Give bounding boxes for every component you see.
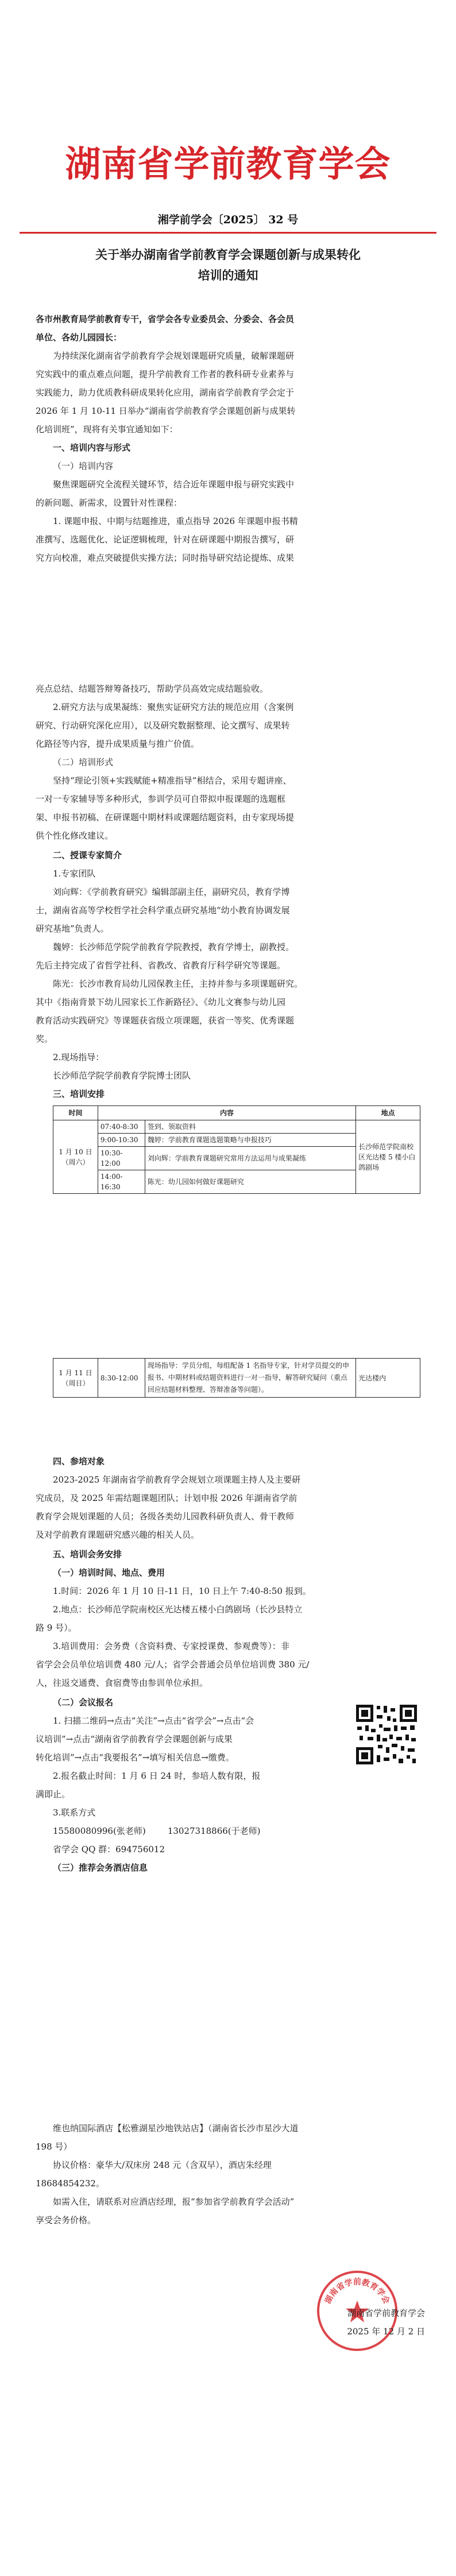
text-line: 坚持“理论引领+实践赋能+精准指导”相结合，采用专题讲座、 (53, 775, 292, 786)
table-cell-content: 刘向辉：学前教育课题研究常用方法运用与成果凝练 (145, 1147, 355, 1170)
text-line: 研究、行动研究深化应用），以及研究数据整理、论文撰写、成果转 (36, 720, 290, 731)
text-line: 2.研究方法与成果凝练：聚焦实证研究方法的规范应用（含案例 (53, 702, 294, 712)
text-line: 教育学会规划课题的人员；各级各类幼儿园教科研负责人、骨干教师 (36, 1511, 295, 1522)
text-line: 的新问题、新需求，设置针对性课程： (36, 498, 183, 508)
table-cell-time: 14:00-16:30 (98, 1170, 145, 1194)
table-cell-content: 魏婷：学前教育课题选题策略与申报技巧 (145, 1134, 355, 1147)
notice-title-line: 培训的通知 (198, 268, 258, 282)
signup-text (36, 1712, 340, 1803)
text-line: 满即止。 (36, 1789, 71, 1799)
table-cell-time: 8:30-12:00 (98, 1359, 145, 1398)
table-header-cell: 地点 (356, 1106, 420, 1120)
text-line: 聚焦课题研究全流程关键环节，结合近年课题申报与研究实践中 (53, 479, 295, 490)
text-line: 18684854232。 (36, 2178, 105, 2189)
text-line: 奖。 (36, 1034, 53, 1044)
text-line: 一对一专家辅导等多种形式，参训学员可自带拟申报课题的选题框 (36, 794, 286, 804)
hotel-info (36, 2119, 419, 2229)
subsection-heading: （一）培训时间、地点、费用 (53, 1568, 165, 1578)
text-line: 协议价格：豪华大/双床房 248 元（含双早），酒店朱经理 (53, 2160, 272, 2170)
text-line: 其中《指南背景下幼儿园家长工作新路径》、《幼儿文赛参与幼儿园 (36, 997, 286, 1007)
subsection-heading: 2.现场指导： (53, 1052, 105, 1062)
notice-title-line: 关于举办湖南省学前教育学会课题创新与成果转化 (95, 247, 361, 262)
table-cell-content: 陈光：幼儿园如何做好课题研究 (145, 1170, 355, 1194)
text-line: 士，湖南省高等学校哲学社会科学重点研究基地“幼小教育协调发展 (36, 905, 290, 915)
text-line: 1. 扫描二维码→点击“关注”→点击“省学会”→点击“会 (53, 1716, 254, 1726)
training-content-text (36, 475, 419, 567)
addressee-line: 单位、各幼儿园园长： (36, 332, 122, 343)
text-line: 人，往返交通费、食宿费等由参训单位承担。 (36, 1678, 208, 1688)
text-line: 省学会会员单位培训费 480 元/人；省学会普通会员单位培训费 380 元/ (36, 1659, 310, 1670)
notice-title (34, 245, 422, 286)
subsection-heading: （一）培训内容 (53, 461, 114, 471)
participants-text (36, 1471, 419, 1544)
text-line: 转化培训”→点击“我要报名”→填写相关信息→缴费。 (36, 1752, 234, 1763)
subsection-heading: （二）培训形式 (53, 757, 114, 767)
table-cell-date: 1 月 11 日（周日） (53, 1359, 98, 1398)
document-number: 湘学前学会〔2025〕 32 号 (157, 214, 299, 226)
text-line: 准撰写、选题优化、论证逻辑梳理，针对在研课题中期报告撰写，研 (36, 534, 295, 545)
table-cell-time: 10:30-12:00 (98, 1147, 145, 1170)
text-line: 及对学前教育课题研究感兴趣的相关人员。 (36, 1530, 200, 1540)
text-line: 1.时间：2026 年 1 月 10 日-11 日，10 日上午 7:40-8:50 报到。 (53, 1586, 311, 1596)
text-line: 2.报名截止时间：1 月 6 日 24 时，参培人数有限，报 (53, 1771, 261, 1781)
onsite-guidance-text: 长沙师范学院学前教育学院博士团队 (53, 1070, 191, 1081)
text-line: 供个性化修改建议。 (36, 831, 114, 841)
qq-group: 省学会 QQ 群：694756012 (53, 1844, 165, 1855)
text-line: 享受会务价格。 (36, 2215, 96, 2225)
table-cell-date: 1 月 10 日（周六） (53, 1120, 98, 1194)
table-row (53, 1120, 420, 1134)
text-line: 2023-2025 年湖南省学前教育学会规划立项课题主持人及主要研 (53, 1475, 301, 1485)
text-line: 实践能力，助力优质教科研成果转化应用，湖南省学前教育学会定于 (36, 387, 295, 398)
header-divider (20, 232, 436, 234)
text-line: 先后主持完成了省哲学社科、省教改、省教育厅科学研究等课题。 (36, 960, 286, 971)
text-line: 究方向校准，难点突破提供实操方法；同时指导研究结论提炼、成果 (36, 553, 295, 563)
table-cell-time: 07:40-8:30 (98, 1120, 145, 1134)
text-line: 究成员，及 2025 年需结题课题团队；计划申报 2026 年湖南省学前 (36, 1493, 297, 1503)
contact-phones: 15580080996(张老师) 13027318866(于老师) (53, 1826, 261, 1836)
table-cell-place: 光达楼内 (356, 1359, 420, 1398)
subsection-heading: （三）推荐会务酒店信息 (53, 1863, 148, 1873)
section-heading: 五、培训会务安排 (53, 1549, 122, 1559)
section-heading: 四、参培对象 (53, 1456, 105, 1467)
schedule-table-day1 (53, 1105, 420, 1194)
subsection-heading: 1.专家团队 (53, 868, 96, 879)
signer: 湖南省学前教育学会 (347, 2308, 425, 2318)
table-cell-content: 签到、领取资料 (145, 1120, 355, 1134)
svg-text:湖南省学前教育学会: 湖南省学前教育学会 (323, 2278, 391, 2306)
intro-paragraph (36, 347, 419, 439)
table-header-row (53, 1106, 420, 1120)
text-line: 2.地点：长沙师范学院南校区光达楼五楼小白鸽剧场（长沙县特立 (53, 1604, 303, 1615)
text-line: 议培训”→点击“湖南省学前教育学会课题创新与成果 (36, 1734, 233, 1744)
section-heading: 三、培训安排 (53, 1089, 105, 1099)
text-line: 化路径等内容，提升成果质量与推广价值。 (36, 739, 200, 749)
text-line: 亮点总结、结题答辩筹备技巧，帮助学员高效完成结题验收。 (36, 684, 269, 694)
text-line: 架、申报书初稿、在研课题中期材料或课题结题资料，由专家现场提 (36, 812, 295, 823)
text-line: 刘向辉：《学前教育研究》编辑部副主任，副研究员，教育学博 (53, 887, 290, 897)
table-header-cell: 时间 (53, 1106, 98, 1120)
text-line: 2026 年 1 月 10-11 日举办“湖南省学前教育学会课题创新与成果转 (36, 406, 296, 416)
training-content-continued (36, 680, 419, 753)
schedule-table-day2 (53, 1358, 420, 1398)
text-line: 陈光：长沙市教育局幼儿园保教主任，主持并参与多项课题研究。 (53, 979, 303, 989)
organization-name: 湖南省学前教育学会 (65, 143, 391, 185)
text-line: 198 号） (36, 2142, 72, 2152)
text-line: 化培训班”，现将有关事宜通知如下： (36, 424, 178, 434)
text-line: 研究基地”负责人。 (36, 924, 109, 934)
text-line: 路 9 号）。 (36, 1623, 77, 1633)
signup-qr-code[interactable] (354, 1702, 419, 1767)
table-cell-place: 长沙师范学院南校区光达楼 5 楼小白鸽剧场 (356, 1120, 420, 1194)
text-line: 3.培训费用：会务费（含资料费、专家授课费、参观费等）：非 (53, 1641, 289, 1651)
table-row (53, 1359, 420, 1398)
text-line: 究实践中的重点难点问题，提升学前教育工作者的教科研专业素养与 (36, 369, 295, 379)
expert-intro-text (36, 883, 419, 1048)
text-line: 魏婷：长沙师范学院学前教育学院教授，教育学博士，副教授。 (53, 942, 295, 952)
text-line: 1. 课题申报、中期与结题推进，重点指导 2026 年课题申报书精 (53, 516, 298, 526)
table-cell-content: 现场指导：学员分组，每组配备 1 名指导专家，针对学员提交的申报书、中期材料或结题资料进行一对一指导，解答研究疑问（重点回应结题材料整理、答辩准备等问题）。 (145, 1359, 355, 1398)
subsection-heading: （二）会议报名 (53, 1697, 114, 1708)
section-heading: 一、培训内容与形式 (53, 443, 131, 453)
training-form-text (36, 771, 419, 845)
time-place-fee-text (36, 1582, 419, 1692)
section-heading: 二、授课专家简介 (53, 850, 122, 860)
contact-heading: 3.联系方式 (53, 1807, 96, 1818)
table-cell-time: 9:00-10:30 (98, 1134, 145, 1147)
table-header-cell: 内容 (98, 1106, 355, 1120)
text-line: 教育活动实践研究》等课题获省级立项课题，获省一等奖、优秀课题 (36, 1015, 295, 1026)
addressee-line: 各市州教育局学前教育专干，省学会各专业委员会、分委会、各会员 (36, 314, 295, 324)
text-line: 为持续深化湖南省学前教育学会规划课题研究质量，破解课题研 (53, 351, 295, 361)
addressee (36, 310, 419, 347)
sign-date: 2025 年 12 月 2 日 (347, 2326, 425, 2337)
text-line: 维也纳国际酒店【松雅湖星沙地铁站店】（湖南省长沙市星沙大道 (53, 2123, 299, 2133)
text-line: 如需入住，请联系对应酒店经理，报“参加省学前教育学会活动” (53, 2197, 295, 2207)
